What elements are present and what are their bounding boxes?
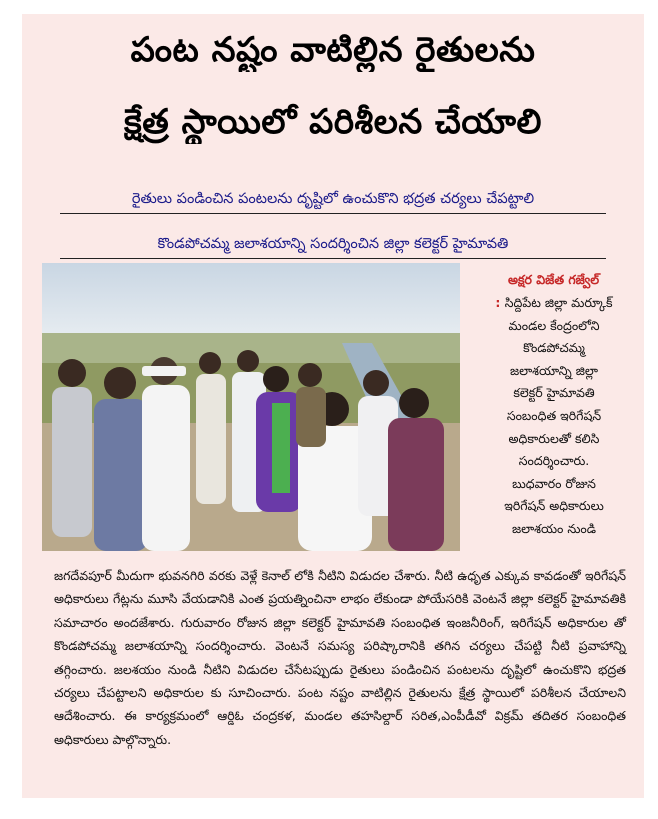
subheadline-rule-2	[60, 258, 606, 259]
side-line: కలెక్టర్ హైమావతి	[513, 385, 595, 401]
body-paragraph: జగదేవపూర్ మీదుగా భువనగిరి వరకు వెళ్లే కెనాల్ లోకి నీటిని విడుదల చేశారు. నీటి ఉధృత ఎక్కువ కావడంతో ఇరిగేషన్ అధికారులు గేట్లను మూసి వేయడానికి ఎంత ప్రయత్నించినా లాభం లేకుండా పోయేసరికి వెంటనే జిల్లా కలెక్టర్ హైమావతికి సమాచారం అందజేశారు. గురువారం రోజున జిల్లా కలెక్టర్ హైమావతి సంబంధిత ఇంజనీరింగ్, ఇరిగేషన్ అధికారుల తో కొండపోచమ్మ జలాశయాన్ని సందర్శించారు. వెంటనే సమస్య పరిష్కారానికి తగిన చర్యలు చేపట్టి నీటి ప్రవాహాన్ని తగ్గించారు. జలశయం నుండి నీటిని విడుదల చేసేటప్పుడు రైతులు పండించిన పంటలను దృష్టిలో ఉంచుకొని భద్రత చర్యలు చేపట్టాలని అధికారుల కు సూచించారు. పంట నష్టం వాటిల్లిన రైతులను క్షేత్ర స్థాయిలో పరిశీలన చేయాలని ఆదేశించారు. ఈ కార్యక్రమంలో ఆర్డిఓ చంద్రకళ, మండల తహసిల్దార్ సరిత,ఎంపీడీవో విక్రమ్ తదితర సంబంధిత అధికారులు పాల్గొన్నారు.	[54, 568, 626, 747]
side-column	[468, 292, 640, 541]
side-line: జలాశయాన్ని జిల్లా	[510, 362, 598, 378]
side-line: మండల కేంద్రంలోని	[508, 317, 600, 333]
subheadline-rule-1	[60, 213, 606, 214]
byline: అక్షర విజేత గజ్వేల్	[508, 272, 600, 287]
side-line: సందర్శించారు.	[518, 453, 590, 469]
subheadline-2: కొండపోచమ్మ జలాశయాన్ని సందర్శించిన జిల్లా కలెక్టర్ హైమావతి	[157, 236, 509, 252]
side-line: జలాశయం నుండి	[511, 520, 597, 536]
side-line: బుధవారం రోజున	[512, 475, 596, 491]
side-line: సంబంధిత ఇరిగేషన్	[506, 407, 602, 423]
side-line: అధికారులతో కలిసి	[508, 430, 600, 446]
news-clipping	[22, 14, 644, 798]
headline-line-1: పంట నష్టం వాటిల్లిన రైతులను	[130, 30, 536, 70]
subheadline-1: రైతులు పండించిన పంటలను దృష్టిలో ఉంచుకొని భద్రత చర్యలు చేపట్టాలి	[131, 191, 535, 207]
news-photo	[42, 263, 460, 551]
side-line: ఇరిగేషన్ అధికారులు	[504, 498, 604, 514]
side-line: కొండపోచమ్మ	[523, 340, 585, 356]
headline-line-2: క్షేత్ర స్థాయిలో పరిశీలన చేయాలి	[124, 102, 542, 142]
side-line: : సిద్దిపేట జిల్లా మర్కూక్	[495, 295, 613, 310]
photo-illustration	[42, 263, 460, 551]
